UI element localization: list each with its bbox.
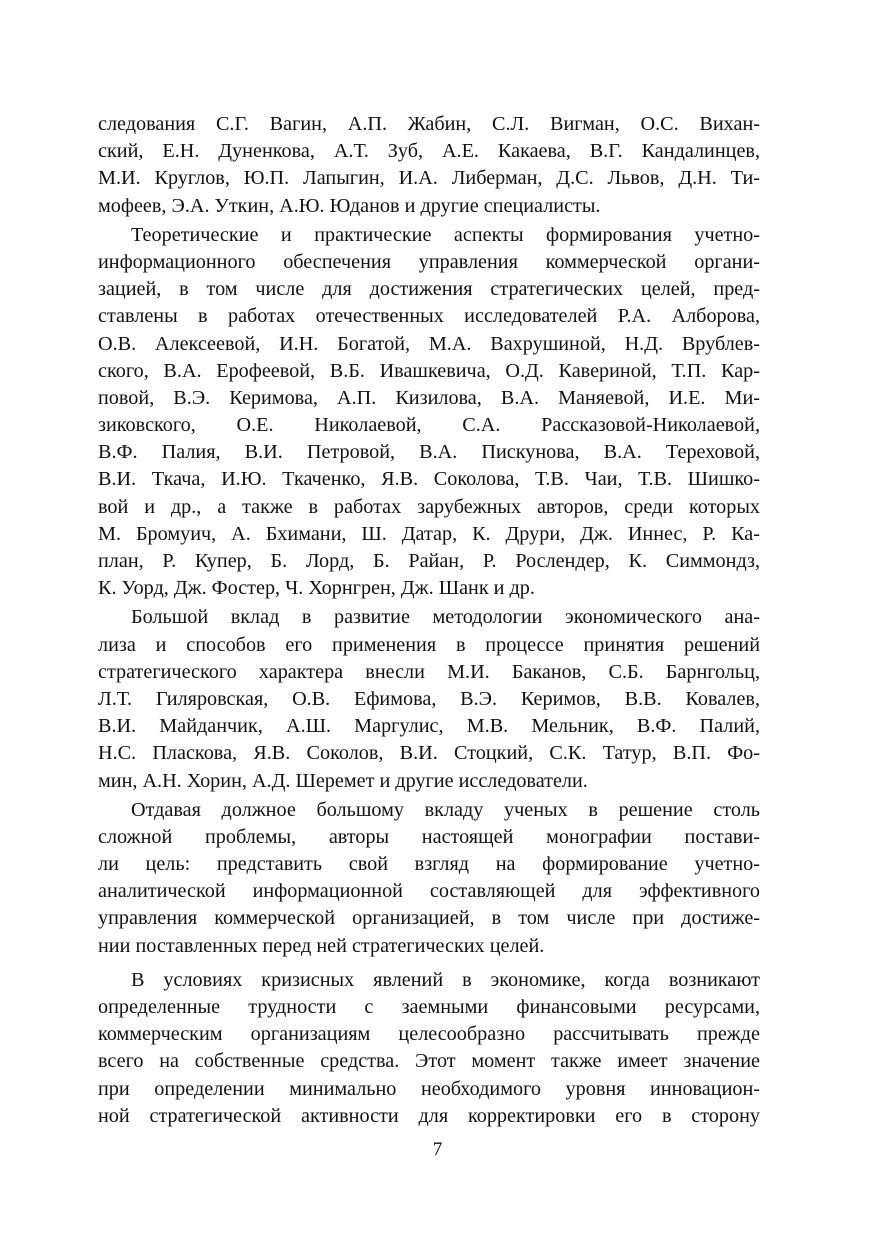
text-line: коммерческим организациям целесообразно рассчитывать прежде xyxy=(98,1023,760,1046)
text-line: план, Р. Купер, Б. Лорд, Б. Райан, Р. Рослендер, К. Симмондз, xyxy=(98,550,760,572)
text-line: всего на собственные средства. Этот момент также имеет значение xyxy=(98,1050,760,1073)
text-line: ставлены в работах отечественных исследователей Р.А. Алборова, xyxy=(98,305,760,328)
text-line: О.В. Алексеевой, И.Н. Богатой, М.А. Вахрушиной, Н.Д. Врублев- xyxy=(98,332,760,355)
text-line: определенные трудности с заемными финансовыми ресурсами, xyxy=(98,996,760,1018)
text-line: В.И. Майданчик, А.Ш. Маргулис, М.В. Мельник, В.Ф. Палий, xyxy=(98,715,760,738)
text-line: Л.Т. Гиляровская, О.В. Ефимова, В.Э. Керимов, В.В. Ковалев, xyxy=(98,687,760,710)
text-line: Теоретические и практические аспекты формирования учетно- xyxy=(131,223,760,246)
text-line: информационного обеспечения управления коммерческой органи- xyxy=(98,250,760,273)
text-line: ского, В.А. Ерофеевой, В.Б. Ивашкевича, О.Д. Кавериной, Т.П. Кар- xyxy=(98,359,760,382)
text-line: сложной проблемы, авторы настоящей монографии постави- xyxy=(98,825,760,848)
text-line: управления коммерческой организацией, в том числе при достиже- xyxy=(98,907,760,930)
text-line: Отдавая должное большому вкладу ученых в решение столь xyxy=(131,798,760,821)
text-line: при определении минимально необходимого уровня инновацион- xyxy=(98,1077,760,1100)
text-line: Большой вклад в развитие методологии экономического ана- xyxy=(131,606,760,629)
paragraph-1 xyxy=(98,111,760,220)
text-line: повой, В.Э. Керимова, А.П. Кизилова, В.А. Маняевой, И.Е. Ми- xyxy=(98,386,760,409)
paragraph-3 xyxy=(98,604,760,794)
paragraph-2 xyxy=(98,222,760,603)
text-line: В условиях кризисных явлений в экономике, когда возникают xyxy=(131,968,760,991)
text-line: вой и др., а также в работах зарубежных авторов, среди которых xyxy=(98,495,760,518)
text-line: нии поставленных перед ней стратегических целей. xyxy=(98,934,545,957)
text-line: М. Бромуич, А. Бхимани, Ш. Датар, К. Друри, Дж. Иннес, Р. Ка- xyxy=(98,522,760,545)
page-number: 7 xyxy=(432,1139,443,1160)
text-line: зиковского, О.Е. Николаевой, С.А. Рассказовой-Николаевой, xyxy=(98,414,760,437)
text-line: К. Уорд, Дж. Фостер, Ч. Хорнгрен, Дж. Шанк и др. xyxy=(98,577,535,600)
text-line: мофеев, Э.А. Уткин, А.Ю. Юданов и другие специалисты. xyxy=(98,194,601,217)
text-line: следования С.Г. Вагин, А.П. Жабин, С.Л. Вигман, О.С. Вихан- xyxy=(98,113,760,135)
text-line: лиза и способов его применения в процессе принятия решений xyxy=(98,633,760,656)
page-body xyxy=(98,111,760,1130)
text-line: мин, А.Н. Хорин, А.Д. Шеремет и другие исследователи. xyxy=(98,769,588,792)
paragraph-5 xyxy=(98,967,760,1130)
text-line: ский, Е.Н. Дуненкова, А.Т. Зуб, А.Е. Какаева, В.Г. Кандалинцев, xyxy=(98,140,760,163)
text-line: аналитической информационной составляющей для эффективного xyxy=(98,880,760,903)
text-line: ной стратегической активности для корректировки его в сторону xyxy=(98,1104,760,1127)
text-line: В.Ф. Палия, В.И. Петровой, В.А. Пискунова, В.А. Тереховой, xyxy=(98,441,760,464)
text-line: В.И. Ткача, И.Ю. Ткаченко, Я.В. Соколова, Т.В. Чаи, Т.В. Шишко- xyxy=(98,468,760,491)
text-line: стратегического характера внесли М.И. Баканов, С.Б. Барнгольц, xyxy=(98,660,760,683)
text-line: зацией, в том числе для достижения стратегических целей, пред- xyxy=(98,278,760,301)
text-line: М.И. Круглов, Ю.П. Лапыгин, И.А. Либерман, Д.С. Львов, Д.Н. Ти- xyxy=(98,167,760,190)
text-line: ли цель: представить свой взгляд на формирование учетно- xyxy=(98,853,760,876)
paragraph-4 xyxy=(98,797,760,960)
text-line: Н.С. Пласкова, Я.В. Соколов, В.И. Стоцкий, С.К. Татур, В.П. Фо- xyxy=(98,742,760,765)
